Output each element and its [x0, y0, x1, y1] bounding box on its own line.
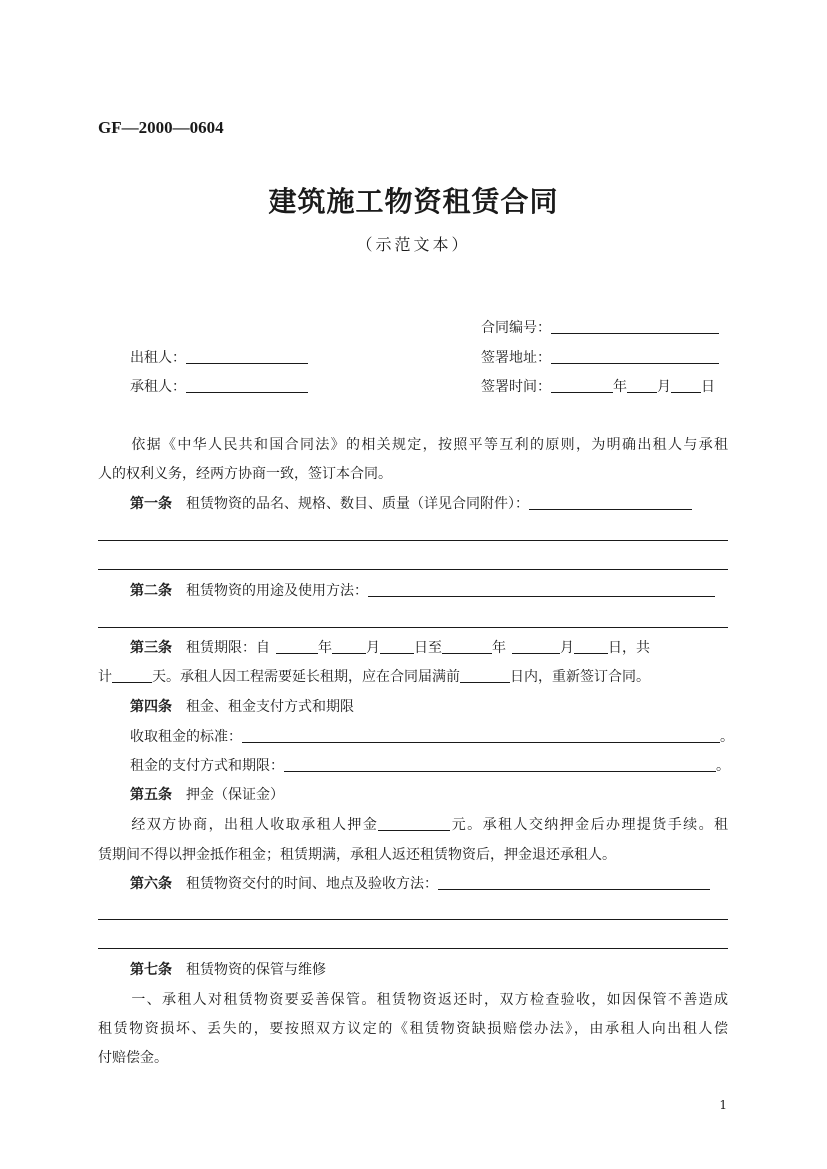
article-6-blank[interactable]	[438, 874, 710, 890]
month-label: 月	[657, 379, 671, 395]
article-4	[130, 697, 354, 717]
lessee-field	[130, 377, 308, 397]
article-7-line-1: 一、承租人对租赁物资要妥善保管。租赁物资返还时，双方检查验收，如因保管不善造成	[130, 992, 728, 1008]
blank-line[interactable]	[98, 948, 728, 949]
article-7-line-2: 租赁物资损坏、丢失的，要按照双方议定的《租赁物资缺损赔偿办法》，由承租人向出租人偿	[98, 1021, 728, 1037]
article-3-number: 第三条	[130, 640, 172, 656]
rent-standard-label: 收取租金的标准：	[130, 729, 242, 745]
intro-line-1: 依据《中华人民共和国合同法》的相关规定，按照平等互利的原则，为明确出租人与承租	[130, 437, 728, 453]
start-month-blank[interactable]	[332, 638, 366, 654]
article-4-number: 第四条	[130, 699, 172, 715]
day-total-label: 日，共	[608, 640, 650, 656]
article-7-number: 第七条	[130, 962, 172, 978]
article-5-number: 第五条	[130, 787, 172, 803]
sign-month-blank[interactable]	[627, 377, 657, 393]
rent-method-blank[interactable]	[284, 756, 716, 772]
article-2	[130, 581, 715, 601]
article-6	[130, 874, 710, 894]
lessor-label: 出租人：	[130, 350, 186, 366]
period-mark: 。	[716, 758, 730, 774]
start-day-blank[interactable]	[380, 638, 414, 654]
year-label: 年	[492, 640, 506, 656]
month-label: 月	[366, 640, 380, 656]
day-label: 日	[701, 379, 715, 395]
blank-line[interactable]	[98, 627, 728, 628]
year-label: 年	[318, 640, 332, 656]
end-year-blank[interactable]	[442, 638, 492, 654]
day-to-label: 日至	[414, 640, 442, 656]
blank-line[interactable]	[98, 919, 728, 920]
rent-method-label: 租金的支付方式和期限：	[130, 758, 284, 774]
rent-standard-field	[130, 727, 734, 747]
renew-text: 日内，重新签订合同。	[510, 669, 650, 685]
article-2-number: 第二条	[130, 583, 172, 599]
total-days-blank[interactable]	[112, 667, 152, 683]
article-4-text: 租金、租金支付方式和期限	[186, 699, 354, 715]
article-7	[130, 960, 326, 980]
document-code: GF—2000—0604	[98, 118, 224, 137]
contract-no-blank[interactable]	[551, 318, 719, 334]
total-label: 计	[98, 669, 112, 685]
sign-year-blank[interactable]	[551, 377, 613, 393]
start-year-blank[interactable]	[276, 638, 318, 654]
year-label: 年	[613, 379, 627, 395]
blank-line[interactable]	[98, 540, 728, 541]
article-5-line-2: 赁期间不得以押金抵作租金；租赁期满，承租人返还租赁物资后，押金退还承租人。	[98, 847, 616, 863]
article-5-line-1: 经双方协商，出租人收取承租人押金 元。承租人交纳押金后办理提货手续。租	[130, 817, 729, 833]
article-1-text: 租赁物资的品名、规格、数目、质量（详见合同附件）：	[186, 496, 529, 512]
month-label: 月	[560, 640, 574, 656]
article-6-text: 租赁物资交付的时间、地点及验收方法：	[186, 876, 438, 892]
article-1	[130, 494, 692, 514]
period-mark: 。	[720, 729, 734, 745]
lessor-blank[interactable]	[186, 348, 308, 364]
sign-place-field	[481, 348, 719, 368]
sign-place-blank[interactable]	[551, 348, 719, 364]
rent-method-field	[130, 756, 730, 776]
lessor-field	[130, 348, 308, 368]
extension-text: 天。承租人因工程需要延长租期，应在合同届满前	[152, 669, 460, 685]
page-subtitle: （示范文本）	[356, 235, 471, 254]
sign-time-field	[481, 377, 715, 397]
page-title: 建筑施工物资租赁合同	[268, 185, 559, 218]
article-7-text: 租赁物资的保管与维修	[186, 962, 326, 978]
intro-line-2: 人的权利义务，经两方协商一致，签订本合同。	[98, 466, 392, 482]
contract-no-field	[481, 318, 719, 338]
end-month-blank[interactable]	[512, 638, 560, 654]
article-3-line-2	[98, 667, 650, 687]
article-6-number: 第六条	[130, 876, 172, 892]
lease-term-label: 租赁期限：自	[186, 640, 270, 656]
article-5-text: 押金（保证金）	[186, 787, 284, 803]
article-2-text: 租赁物资的用途及使用方法：	[186, 583, 368, 599]
article-1-number: 第一条	[130, 496, 172, 512]
end-day-blank[interactable]	[574, 638, 608, 654]
sign-place-label: 签署地址：	[481, 350, 551, 366]
contract-no-label: 合同编号：	[481, 320, 551, 336]
article-7-line-3: 付赔偿金。	[98, 1050, 168, 1066]
blank-line[interactable]	[98, 569, 728, 570]
lessee-blank[interactable]	[186, 377, 308, 393]
sign-time-label: 签署时间：	[481, 379, 551, 395]
article-3	[130, 638, 650, 658]
lessee-label: 承租人：	[130, 379, 186, 395]
article-5	[130, 785, 284, 805]
page-number: 1	[719, 1098, 727, 1112]
deposit-blank[interactable]	[378, 815, 450, 831]
extension-days-blank[interactable]	[460, 667, 510, 683]
sign-day-blank[interactable]	[671, 377, 701, 393]
rent-standard-blank[interactable]	[242, 727, 720, 743]
article-1-blank[interactable]	[529, 494, 692, 510]
article-2-blank[interactable]	[368, 581, 715, 597]
